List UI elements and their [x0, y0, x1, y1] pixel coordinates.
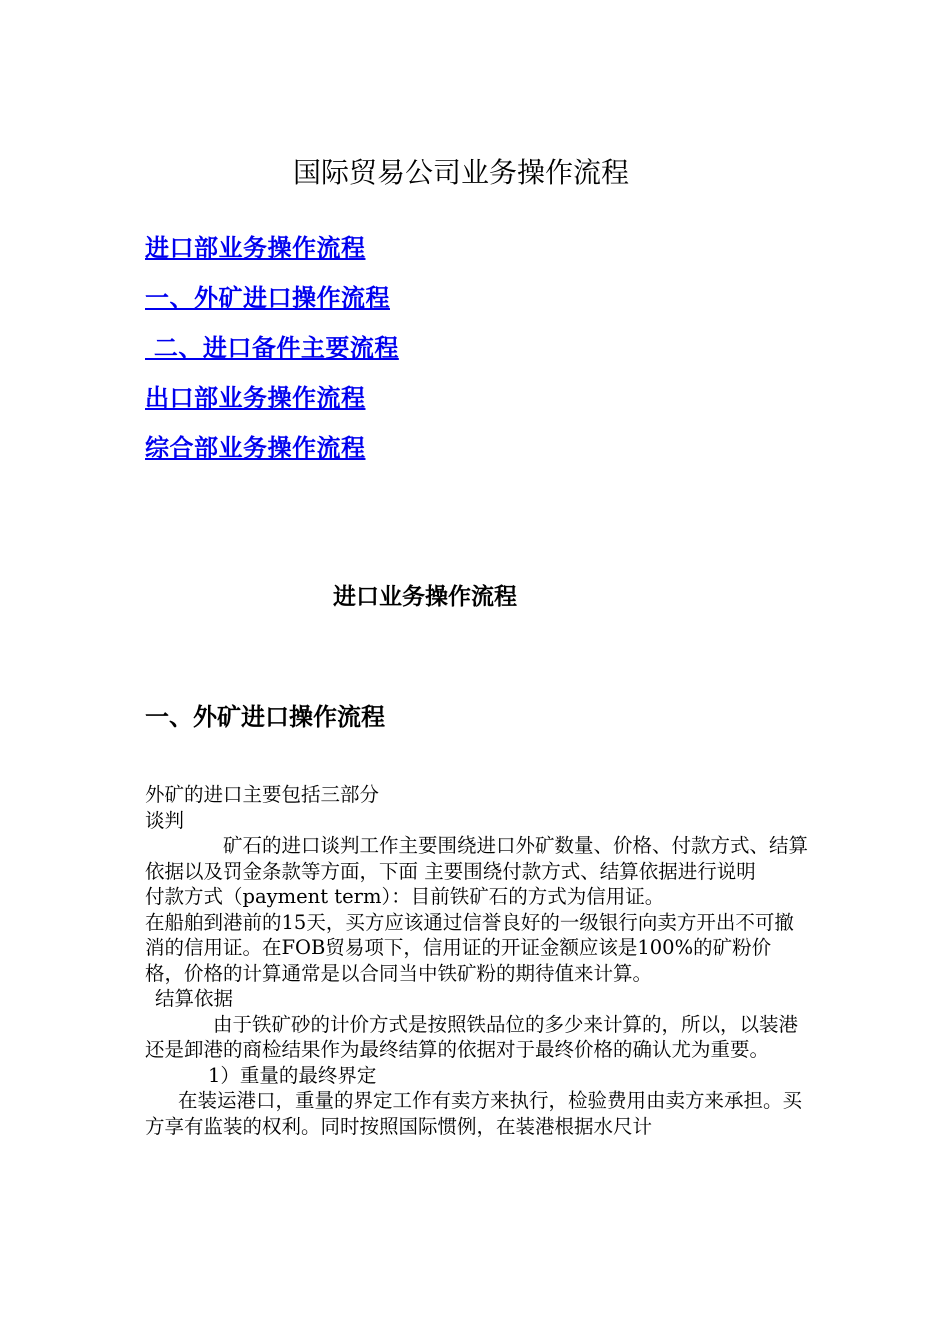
paragraph-heading-weight: 1）重量的最终界定: [208, 1063, 377, 1087]
toc-item: [145, 330, 399, 380]
paragraph-intro: 外矿的进口主要包括三部分: [145, 783, 380, 806]
toc-link-import-dept[interactable]: 进口部业务操作流程: [145, 234, 366, 262]
paragraph-heading-negotiation: 谈判: [145, 808, 185, 832]
paragraph-heading-settlement: 结算依据: [155, 987, 234, 1010]
toc-item: [145, 380, 399, 430]
section-title: 进口业务操作流程: [333, 584, 517, 610]
toc-link-export-dept[interactable]: 出口部业务操作流程: [145, 384, 366, 412]
paragraph-payment-term: 付款方式（payment term）：目前铁矿石的方式为信用证。: [145, 885, 665, 908]
toc-item: [145, 230, 399, 280]
subsection-title: 一、外矿进口操作流程: [145, 703, 385, 731]
paragraph-weight: 在装运港口，重量的界定工作有卖方来执行，检验费用由卖方来承担。买方享有监装的权利。同时按照国际惯例，在装港根据水尺计: [145, 1089, 803, 1138]
toc-item: [145, 430, 399, 480]
body-text: [145, 782, 810, 1139]
toc-link-general-dept[interactable]: 综合部业务操作流程: [145, 434, 366, 462]
toc-item: [145, 280, 399, 330]
paragraph-negotiation: 矿石的进口谈判工作主要围绕进口外矿数量、价格、付款方式、结算依据以及罚金条款等方面，下面 主要围绕付款方式、结算依据进行说明: [145, 834, 809, 883]
toc-link-spare-parts[interactable]: 二、进口备件主要流程: [145, 334, 399, 362]
toc-link-ore-import[interactable]: 一、外矿进口操作流程: [145, 284, 390, 312]
paragraph-settlement: 由于铁矿砂的计价方式是按照铁品位的多少来计算的，所以，以装港还是卸港的商检结果作为最终结算的依据对于最终价格的确认尤为重要。: [145, 1012, 799, 1061]
document-title: 国际贸易公司业务操作流程: [292, 156, 629, 189]
paragraph-letter-of-credit: 在船舶到港前的15天，买方应该通过信誉良好的一级银行向卖方开出不可撤消的信用证。在FOB贸易项下，信用证的开证金额应该是100%的矿粉价格，价格的计算通常是以合同当中铁矿粉的期待值来计算。: [145, 910, 794, 985]
table-of-contents: [145, 230, 399, 480]
